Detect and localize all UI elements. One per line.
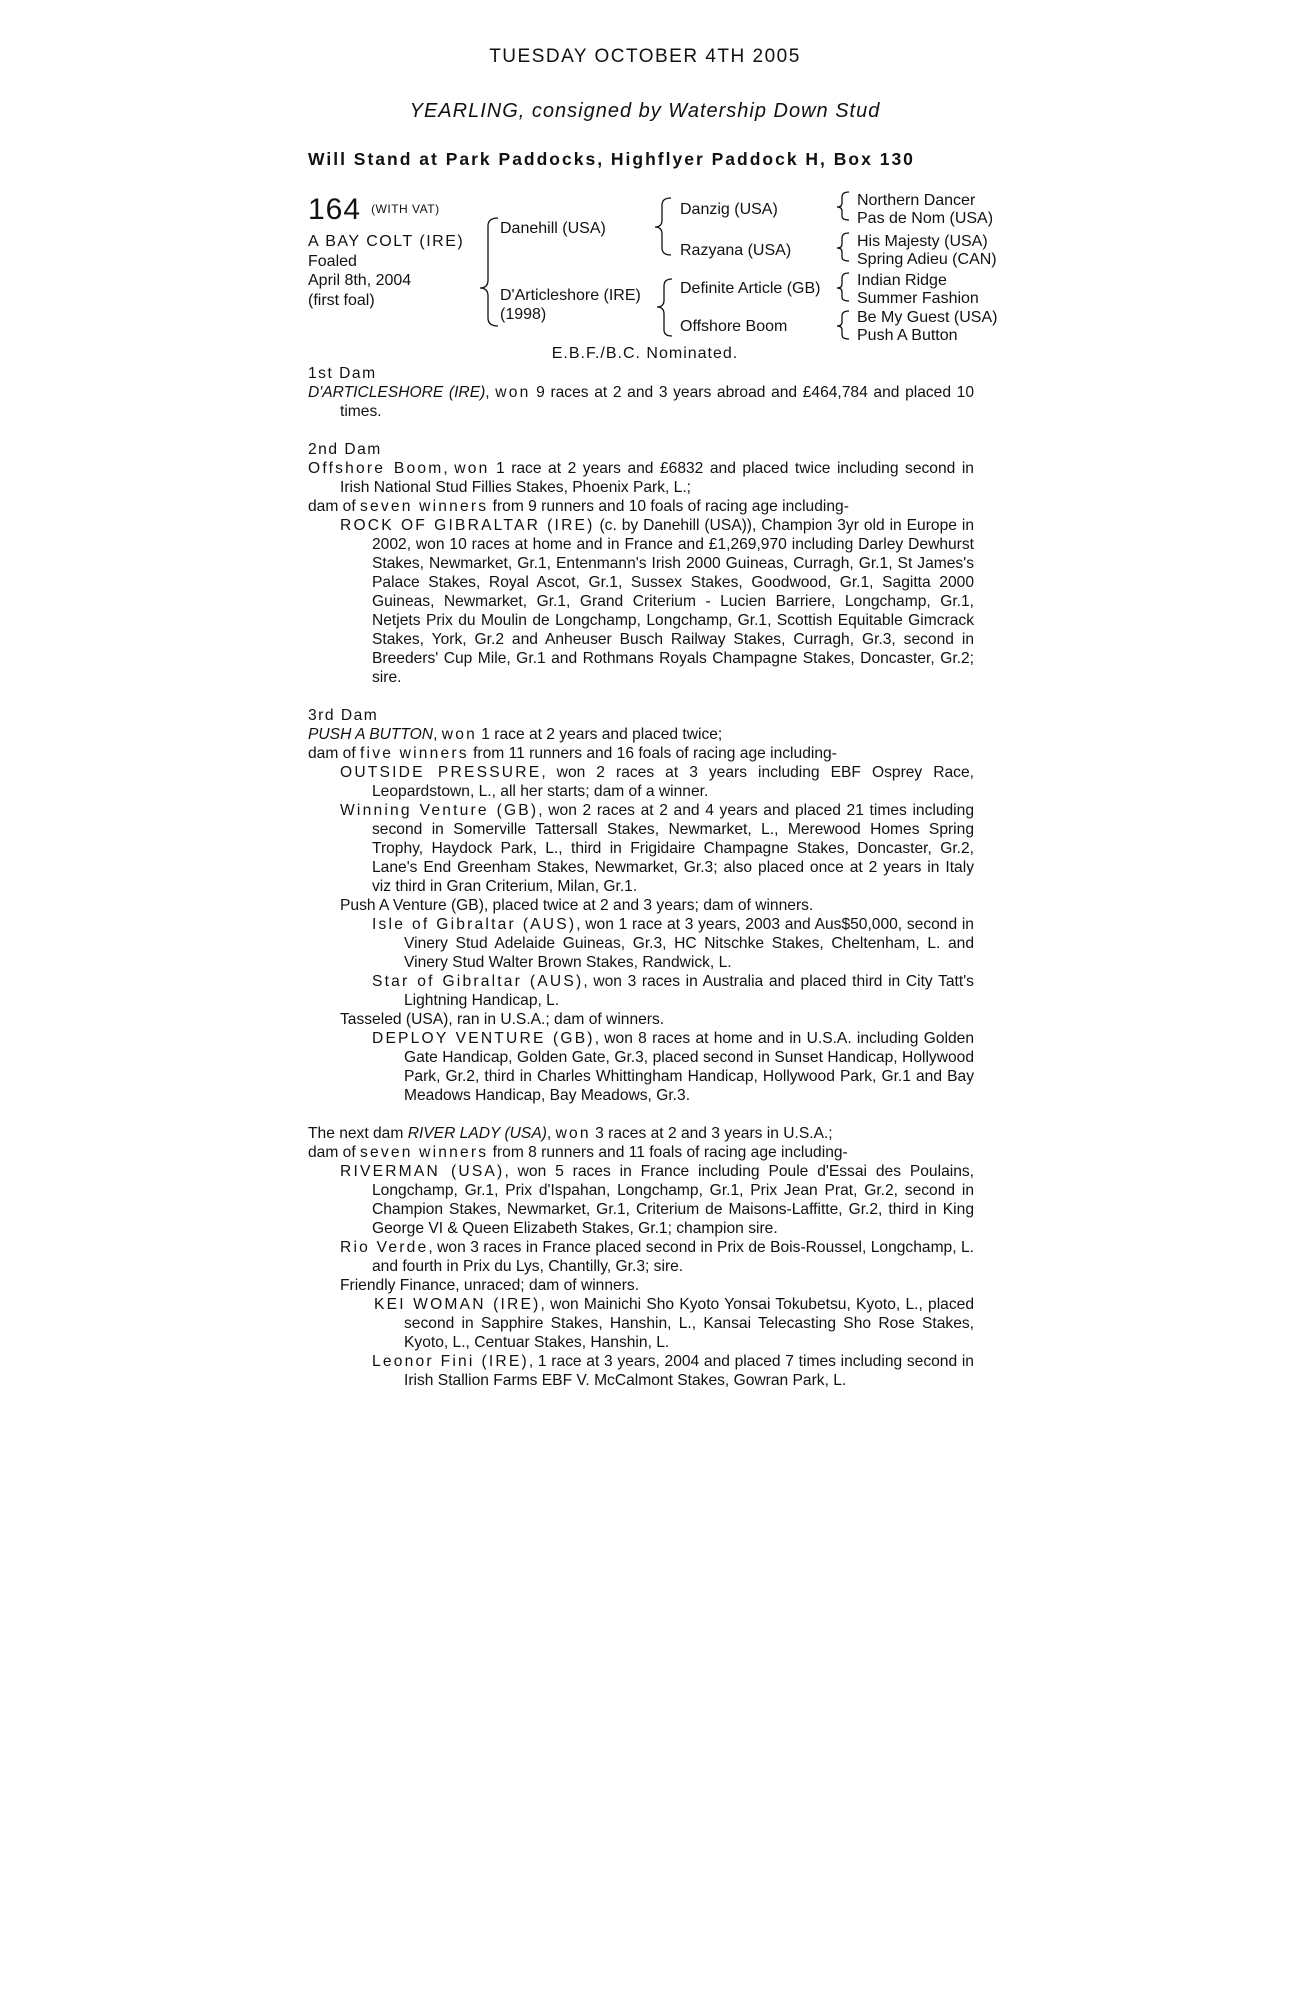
produce-summary: from 9 runners and 10 foals of racing age including-	[488, 498, 849, 515]
gen3-ancestor: His Majesty (USA)	[857, 233, 988, 250]
winners-count: five winners	[360, 745, 469, 762]
next-dam-prefix: The next dam	[308, 1125, 408, 1142]
produce-summary: from 8 runners and 11 foals of racing age including-	[488, 1144, 848, 1161]
progeny-entry	[308, 1352, 974, 1390]
foaled-date: April 8th, 2004	[308, 272, 412, 289]
second-dam-text: 1 race at 2 years and £6832 and placed twice including second in Irish National Stud Fillies Stakes, Phoenix Park, L.;	[340, 460, 974, 496]
progeny-entry	[308, 1010, 974, 1029]
progeny-name: Star of Gibraltar (AUS)	[372, 973, 584, 990]
foaled-label: Foaled	[308, 252, 357, 270]
winners-count: seven winners	[360, 1144, 489, 1161]
produce-record	[308, 364, 974, 1390]
gen3-ancestor: Spring Adieu (CAN)	[857, 251, 997, 268]
progeny-text: , won 2 races at 3 years including EBF Osprey Race, Leopardstown, L., all her starts; dam of a winner.	[372, 764, 974, 800]
gen3-ancestor: Be My Guest (USA)	[857, 309, 998, 326]
progeny-text: , won 3 races in France placed second in Prix de Bois-Roussel, Longchamp, L. and fourth in Prix du Lys, Chantilly, Gr.3; sire.	[372, 1239, 975, 1275]
progeny-entry	[308, 516, 974, 687]
third-dam-produce	[308, 744, 974, 763]
first-dam-record: D'ARTICLESHORE (IRE), won 9 races at 2 and 3 years abroad and £464,784 and placed 10 times.	[308, 384, 975, 420]
progeny-name: Isle of Gibraltar (AUS)	[372, 916, 577, 933]
dam-of-prefix: dam of	[308, 745, 361, 762]
progeny-entry	[308, 1238, 974, 1276]
progeny-text: , 1 race at 3 years, 2004 and placed 7 times including second in Irish Stallion Farms EBF V. McCalmont Stakes, Gowran Park, L.	[404, 1353, 974, 1389]
brace-gen3-1	[837, 192, 849, 220]
third-dam-name: PUSH A BUTTON	[308, 726, 434, 743]
progeny-text: (c. by Danehill (USA)), Champion 3yr old in Europe in 2002, won 10 races at home and in France and £1,269,970 including Darley Dewhurst Stakes, Newmarket, Gr.1, Entenmann's Irish 2000 Guineas, Curragh, Gr.1, St James's Palace Stakes, Royal Ascot, Gr.1, Sussex Stakes, Goodwood, Gr.1, Sagitta 2000 Guineas, Newmarket, Gr.1, Grand Criterium - Lucien Barriere, Longchamp, Gr.1, Netjets Prix du Moulin de Longchamp, Longchamp, Gr.1, Scottish Equitable Gimcrack Stakes, York, Gr.2 and Anheuser Busch Railway Stakes, Curragh, Gr.3, second in Breeders' Cup Mile, Gr.1 and Rothmans Royals Champagne Stakes, Doncaster, Gr.2; sire.	[372, 517, 974, 686]
dam-year: (1998)	[500, 306, 547, 323]
dam-of-prefix: dam of	[308, 498, 361, 515]
brace-sire	[655, 198, 671, 255]
brace-gen1	[480, 218, 498, 326]
gen3-ancestor: Summer Fashion	[857, 290, 979, 307]
brace-gen3-3	[837, 273, 849, 301]
won-word: won	[555, 1125, 591, 1142]
progeny-entry	[308, 972, 974, 1010]
gen3-ancestor: Northern Dancer	[857, 192, 976, 209]
progeny-name: Leonor Fini (IRE)	[372, 1353, 529, 1370]
next-dam-produce	[308, 1143, 974, 1162]
progeny-text: , won 3 races in Australia and placed third in City Tatt's Lightning Handicap, L.	[404, 973, 974, 1009]
winners-count: seven winners	[360, 498, 489, 515]
progeny-name: KEI WOMAN (IRE)	[374, 1296, 541, 1313]
second-dam-produce	[308, 497, 974, 516]
won-word: won	[441, 726, 477, 743]
lot-number-value: 164	[308, 193, 362, 226]
nomination-note: E.B.F./B.C. Nominated.	[551, 345, 739, 362]
first-foal-note: (first foal)	[308, 291, 375, 309]
dam-dam-name: Offshore Boom	[680, 318, 788, 335]
first-dam-heading: 1st Dam	[308, 365, 377, 382]
progeny-name: RIVERMAN (USA)	[340, 1163, 505, 1180]
sire-name: Danehill (USA)	[500, 220, 606, 237]
spacer	[308, 687, 974, 706]
third-dam-text: 1 race at 2 years and placed twice;	[476, 726, 723, 743]
brace-gen3-2	[837, 233, 849, 261]
vat-note: (WITH VAT)	[371, 202, 440, 216]
colt-name: A BAY COLT (IRE)	[308, 233, 465, 250]
progeny-entry	[308, 915, 974, 972]
progeny-text: , won 1 race at 3 years, 2003 and Aus$50,000, second in Vinery Stud Adelaide Guineas, Gr.3, HC Nitschke Stakes, Cheltenham, L. and Vinery Stud Walter Brown Stakes, Randwick, L.	[404, 916, 974, 971]
dam-name: D'Articleshore (IRE)	[500, 287, 641, 304]
brace-gen3-4	[837, 311, 849, 339]
pedigree-braces	[0, 0, 1290, 400]
spacer	[308, 421, 974, 440]
sire-dam-name: Razyana (USA)	[680, 242, 792, 259]
consignment-line: YEARLING, consigned by Watership Down Stud	[409, 100, 881, 122]
first-dam-name: D'ARTICLESHORE (IRE)	[308, 384, 486, 401]
progeny-entry	[308, 1295, 974, 1352]
progeny-name: OUTSIDE PRESSURE	[340, 764, 542, 781]
won-word: won	[495, 384, 531, 401]
progeny-text: , won 5 races in France including Poule d'Essai des Poulains, Longchamp, Gr.1, Prix d'Ispahan, Longchamp, Gr.1, Prix Jean Prat, Gr.2, second in Champion Stakes, Newmarket, Gr.1, Criterium de Maisons-Laffitte, Gr.2, third in King George VI & Queen Elizabeth Stakes, Gr.1; champion sire.	[372, 1163, 975, 1237]
third-dam-heading: 3rd Dam	[308, 707, 379, 724]
sire-sire-name: Danzig (USA)	[680, 201, 778, 218]
progeny-text: Friendly Finance, unraced; dam of winners.	[340, 1277, 640, 1294]
progeny-text: , won 8 races at home and in U.S.A. including Golden Gate Handicap, Golden Gate, Gr.3, placed second in Sunset Handicap, Hollywood Park, Gr.2, third in Charles Whittingham Handicap, Hollywood Park, Gr.1 and Bay Meadows Handicap, Bay Meadows, Gr.3.	[404, 1030, 974, 1104]
second-dam-record: Offshore Boom, won 1 race at 2 years and £6832 and placed twice including second in Irish National Stud Fillies Stakes, Phoenix Park, L.;	[308, 460, 974, 496]
progeny-text: Tasseled (USA), ran in U.S.A.; dam of winners.	[340, 1011, 665, 1028]
progeny-name: ROCK OF GIBRALTAR (IRE)	[340, 517, 595, 534]
progeny-name: Winning Venture (GB)	[340, 802, 539, 819]
progeny-text: , won 2 races at 2 and 4 years and placed 21 times including second in Somerville Tattersall Stakes, Newmarket, L., Merewood Homes Spring Trophy, Haydock Park, L., third in Frigidaire Champagne Stakes, Doncaster, Gr.2, Lane's End Greenham Stakes, Newmarket, Gr.3; also placed once at 2 years in Italy viz third in Gran Criterium, Milan, Gr.1.	[372, 802, 974, 895]
progeny-entry	[308, 1029, 974, 1105]
third-dam-record: PUSH A BUTTON, won 1 race at 2 years and placed twice;	[308, 726, 723, 743]
progeny-name: DEPLOY VENTURE (GB)	[372, 1030, 595, 1047]
progeny-entry	[308, 1162, 974, 1238]
second-dam-heading: 2nd Dam	[308, 441, 382, 458]
dam-sire-name: Definite Article (GB)	[680, 280, 821, 297]
sale-date: TUESDAY OCTOBER 4TH 2005	[489, 46, 801, 67]
brace-dam	[657, 279, 672, 336]
dam-of-prefix: dam of	[308, 1144, 361, 1161]
progeny-text: Push A Venture (GB), placed twice at 2 and 3 years; dam of winners.	[340, 897, 814, 914]
progeny-text: , won Mainichi Sho Kyoto Yonsai Tokubetsu, Kyoto, L., placed second in Sapphire Stakes, Hanshin, L., Kansai Telecasting Sho Rose Stakes, Kyoto, L., Centuar Stakes, Hanshin, L.	[404, 1296, 974, 1351]
gen3-ancestor: Push A Button	[857, 327, 958, 344]
second-dam-name: Offshore Boom	[308, 460, 444, 477]
progeny-entry	[308, 1276, 974, 1295]
first-dam-text: 9 races at 2 and 3 years abroad and £464,784 and placed 10 times.	[340, 384, 975, 420]
progeny-entry	[308, 801, 974, 896]
next-dam-record: The next dam RIVER LADY (USA), won 3 races at 2 and 3 years in U.S.A.;	[308, 1125, 833, 1142]
next-dam-name: RIVER LADY (USA)	[407, 1125, 547, 1142]
progeny-name: Rio Verde	[340, 1239, 429, 1256]
next-dam-text: 3 races at 2 and 3 years in U.S.A.;	[590, 1125, 833, 1142]
stand-location: Will Stand at Park Paddocks, Highflyer Paddock H, Box 130	[308, 149, 915, 169]
won-word: won	[454, 460, 490, 477]
gen3-ancestor: Pas de Nom (USA)	[857, 210, 994, 227]
produce-summary: from 11 runners and 16 foals of racing age including-	[468, 745, 837, 762]
spacer	[308, 1105, 974, 1124]
progeny-entry	[308, 896, 974, 915]
gen3-ancestor: Indian Ridge	[857, 272, 947, 289]
progeny-entry	[308, 763, 974, 801]
